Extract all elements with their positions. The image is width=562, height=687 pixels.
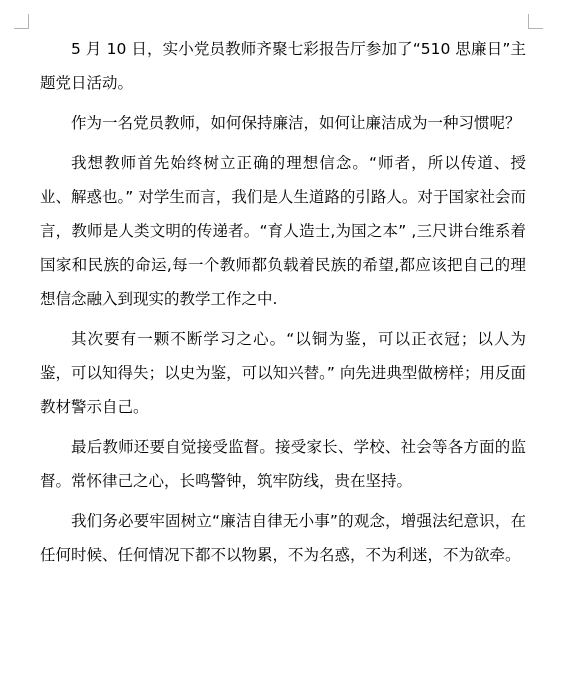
document-body[interactable] [40,32,526,578]
paragraph-supervision: 最后教师还要自觉接受监督。接受家长、学校、社会等各方面的监督。常怀律己之心，长鸣警钟，筑牢防线，贵在坚持。 [40,438,526,490]
paragraph-conclusion: 我们务必要牢固树立“廉洁自律无小事”的观念，增强法纪意识，在任何时候、任何情况下都不以物累，不为名惑，不为利迷，不为欲牵。 [40,512,526,564]
crop-mark-top-left [14,14,29,29]
crop-mark-top-right [528,14,543,29]
paragraph-question: 作为一名党员教师，如何保持廉洁，如何让廉洁成为一种习惯呢？ [71,114,521,132]
paragraph-belief: 我想教师首先始终树立正确的理想信念。“师者，所以传道、授业、解惑也。” 对学生而言，我们是人生道路的引路人。对于国家社会而言，教师是人类文明的传递者。“育人造士,为国之本” ,三尺讲台维系着国家和民族的命运,每一个教师都负载着民族的希望,都应该把自己的理想信念融入到现实的教学工作之中. [40,154,526,308]
paragraph-learning: 其次要有一颗不断学习之心。“以铜为鉴，可以正衣冠；以人为鉴，可以知得失；以史为鉴，可以知兴替。” 向先进典型做榜样；用反面教材警示自己。 [40,330,526,416]
paragraph-intro: 5 月 10 日，实小党员教师齐聚七彩报告厅参加了“510 思廉日”主题党日活动。 [40,40,526,92]
